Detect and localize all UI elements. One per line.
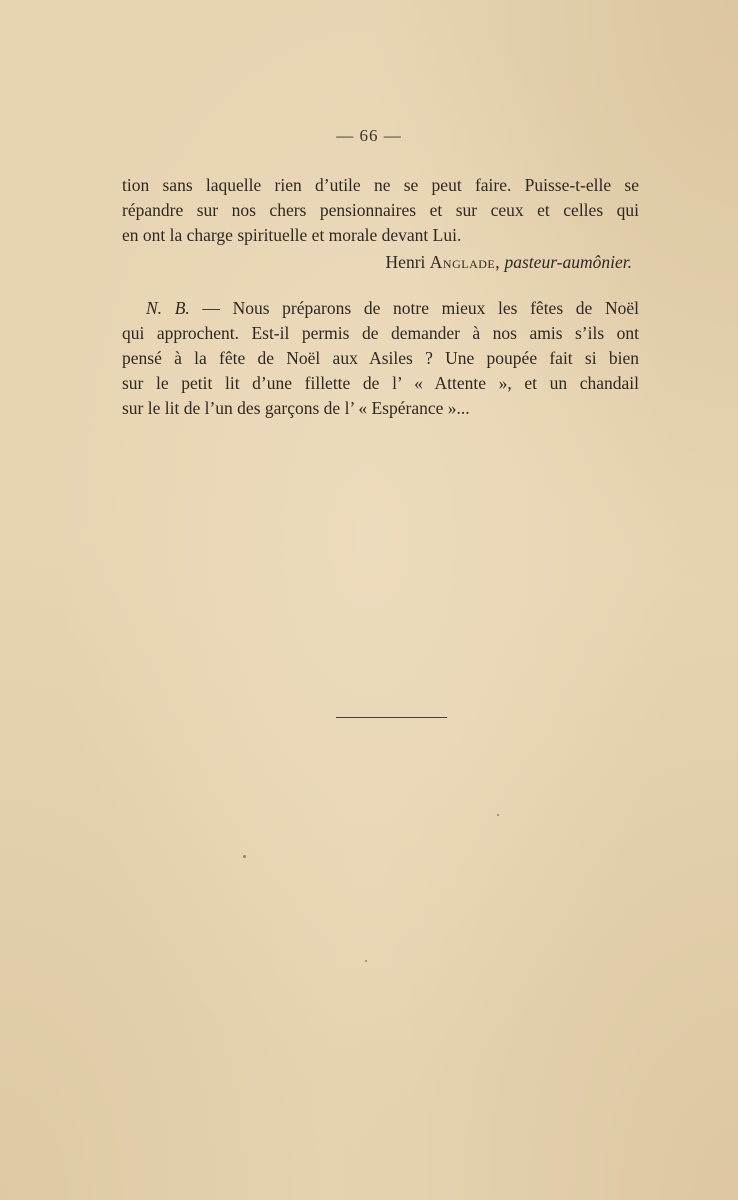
text-line: tion sans laquelle rien d’utile ne se peut faire. Puisse-t-elle se xyxy=(122,175,639,195)
paragraph-nota-bene xyxy=(122,296,639,421)
paper-speck xyxy=(497,814,499,816)
nota-bene-text: — Nous préparons de notre mieux les fêtes de Noël xyxy=(189,298,639,318)
paper-speck xyxy=(243,855,246,858)
text-line: en ont la charge spirituelle et morale devant Lui. xyxy=(122,225,462,245)
page-number: — 66 — xyxy=(336,126,402,145)
text-line xyxy=(122,296,639,321)
text-line: qui approchent. Est-il permis de demander à nos amis s’ils ont xyxy=(122,323,639,343)
text-line: sur le lit de l’un des garçons de l’ « Espérance »... xyxy=(122,398,470,418)
separator-rule xyxy=(336,717,447,718)
signature-first-name: Henri xyxy=(385,252,426,272)
signature xyxy=(386,250,632,275)
text-line: sur le petit lit d’une fillette de l’ « Attente », et un chandail xyxy=(122,373,639,393)
paper-speck xyxy=(365,960,367,962)
text-line: répandre sur nos chers pensionnaires et sur ceux et celles qui xyxy=(122,200,639,220)
text-line: pensé à la fête de Noël aux Asiles ? Une poupée fait si bien xyxy=(122,348,639,368)
signature-title: pasteur-aumônier. xyxy=(504,252,632,272)
nota-bene-label: N. B. xyxy=(146,298,190,318)
paragraph-closing xyxy=(122,173,639,248)
signature-last-name: Anglade, xyxy=(429,252,501,272)
